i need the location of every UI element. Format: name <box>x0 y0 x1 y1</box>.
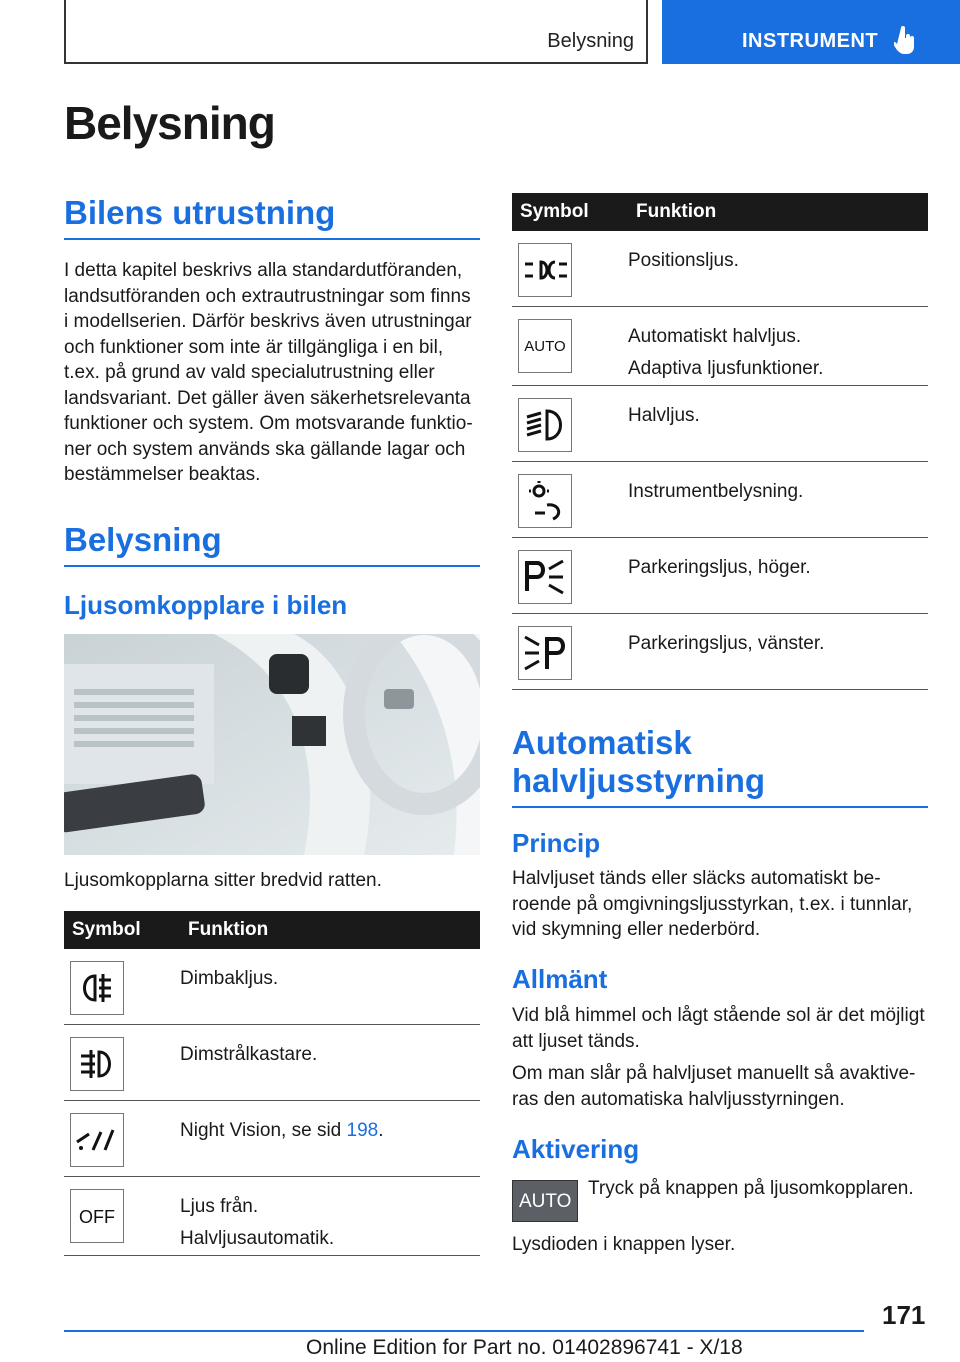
function-text: Dimbakljus. <box>180 968 279 989</box>
footer-divider <box>64 1330 864 1332</box>
table-row <box>64 1177 480 1256</box>
function-text: Positionsljus. <box>628 250 739 271</box>
equipment-paragraph: I detta kapitel beskrivs alla standardutföranden, landsutföranden och extrautrustningar som finns i modellserien. Därför beskrivs även utrustningar och funktioner som inte är tillgängliga i en bil, t.ex. på grund av vald specialutrustning eller landsvariant. Det gäller även säkerhetsrelevanta funktioner och system. Om motsvarande funktio‐ner och system används ska gällande lagar och bestämmelser beaktas. <box>64 260 473 485</box>
table-header-symbol: Symbol <box>512 193 628 231</box>
table-header-function: Funktion <box>180 911 480 949</box>
header-chapter-label: INSTRUMENT <box>742 30 879 52</box>
heading-general: Allmänt <box>512 964 608 994</box>
activation-paragraph: Tryck på knappen på ljusomkopplaren. <box>588 1178 914 1199</box>
header-section-label: Belysning <box>547 30 634 52</box>
table-header-function: Funktion <box>628 193 928 231</box>
heading-equipment: Bilens utrustning <box>64 194 480 240</box>
general-paragraph-1: Vid blå himmel och lågt stående sol är det möjligt att ljuset tänds. <box>512 1005 925 1052</box>
off-icon <box>70 1189 124 1243</box>
table-header-symbol: Symbol <box>64 911 180 949</box>
function-text: Instrumentbelysning. <box>628 481 804 502</box>
table-row <box>64 949 480 1025</box>
led-paragraph: Lysdioden i knappen lyser. <box>512 1234 736 1255</box>
photo-caption: Ljusomkopplarna sitter bredvid ratten. <box>64 870 382 891</box>
function-text: Halvljusautomatik. <box>180 1228 335 1249</box>
table-row <box>64 1025 480 1101</box>
page-link-198[interactable]: 198 <box>346 1120 379 1141</box>
header-section-tab <box>64 0 648 64</box>
table-row <box>512 462 928 538</box>
heading-lighting: Belysning <box>64 521 480 567</box>
parking-right-icon <box>518 550 572 604</box>
pointing-hand-icon <box>894 26 916 54</box>
heading-principle: Princip <box>512 828 601 858</box>
light-switch-photo <box>64 634 480 855</box>
right-symbol-table <box>512 193 928 690</box>
function-text: Halvljus. <box>628 405 700 426</box>
position-lights-icon <box>518 243 572 297</box>
front-fog-icon <box>70 1037 124 1091</box>
table-row <box>512 231 928 307</box>
instrument-lighting-icon <box>518 474 572 528</box>
heading-auto-low-beam: Automatisk halvljusstyrning <box>512 724 928 808</box>
header-chapter-tab[interactable] <box>662 0 960 64</box>
page-number: 171 <box>882 1300 926 1330</box>
left-symbol-table <box>64 911 480 1256</box>
function-text: Night Vision, se sid 198. <box>180 1120 384 1141</box>
function-text: Automatiskt halvljus. <box>628 326 802 347</box>
rear-fog-icon <box>70 961 124 1015</box>
parking-left-icon <box>518 626 572 680</box>
function-text: Ljus från. <box>180 1196 259 1217</box>
page-title: Belysning <box>64 97 275 149</box>
table-row <box>64 1101 480 1177</box>
night-vision-icon <box>70 1113 124 1167</box>
table-row <box>512 614 928 690</box>
auto-button-icon: AUTO <box>512 1180 578 1222</box>
function-text: Adaptiva ljusfunktioner. <box>628 358 824 379</box>
table-row <box>512 538 928 614</box>
table-row <box>512 386 928 462</box>
function-text: Parkeringsljus, vänster. <box>628 633 825 654</box>
general-paragraph-2: Om man slår på halvljuset manuellt så avaktive‐ras den automatiska halvljusstyrningen. <box>512 1063 916 1110</box>
heading-light-switch: Ljusomkopplare i bilen <box>64 590 348 620</box>
function-text: Parkeringsljus, höger. <box>628 557 811 578</box>
footer-edition: Online Edition for Part no. 01402896741 - X/18 <box>306 1336 743 1359</box>
auto-icon <box>518 319 572 373</box>
function-text: Dimstrålkastare. <box>180 1044 318 1065</box>
svg-text:OFF: OFF <box>79 1207 115 1227</box>
principle-paragraph: Halvljuset tänds eller släcks automatiskt be‐roende på omgivningsljusstyrkan, t.ex. i tunnlar, vid skymning eller nederbörd. <box>512 868 913 940</box>
svg-text:AUTO: AUTO <box>524 338 566 355</box>
table-row <box>512 307 928 386</box>
heading-activation: Aktivering <box>512 1134 640 1164</box>
low-beam-icon <box>518 398 572 452</box>
